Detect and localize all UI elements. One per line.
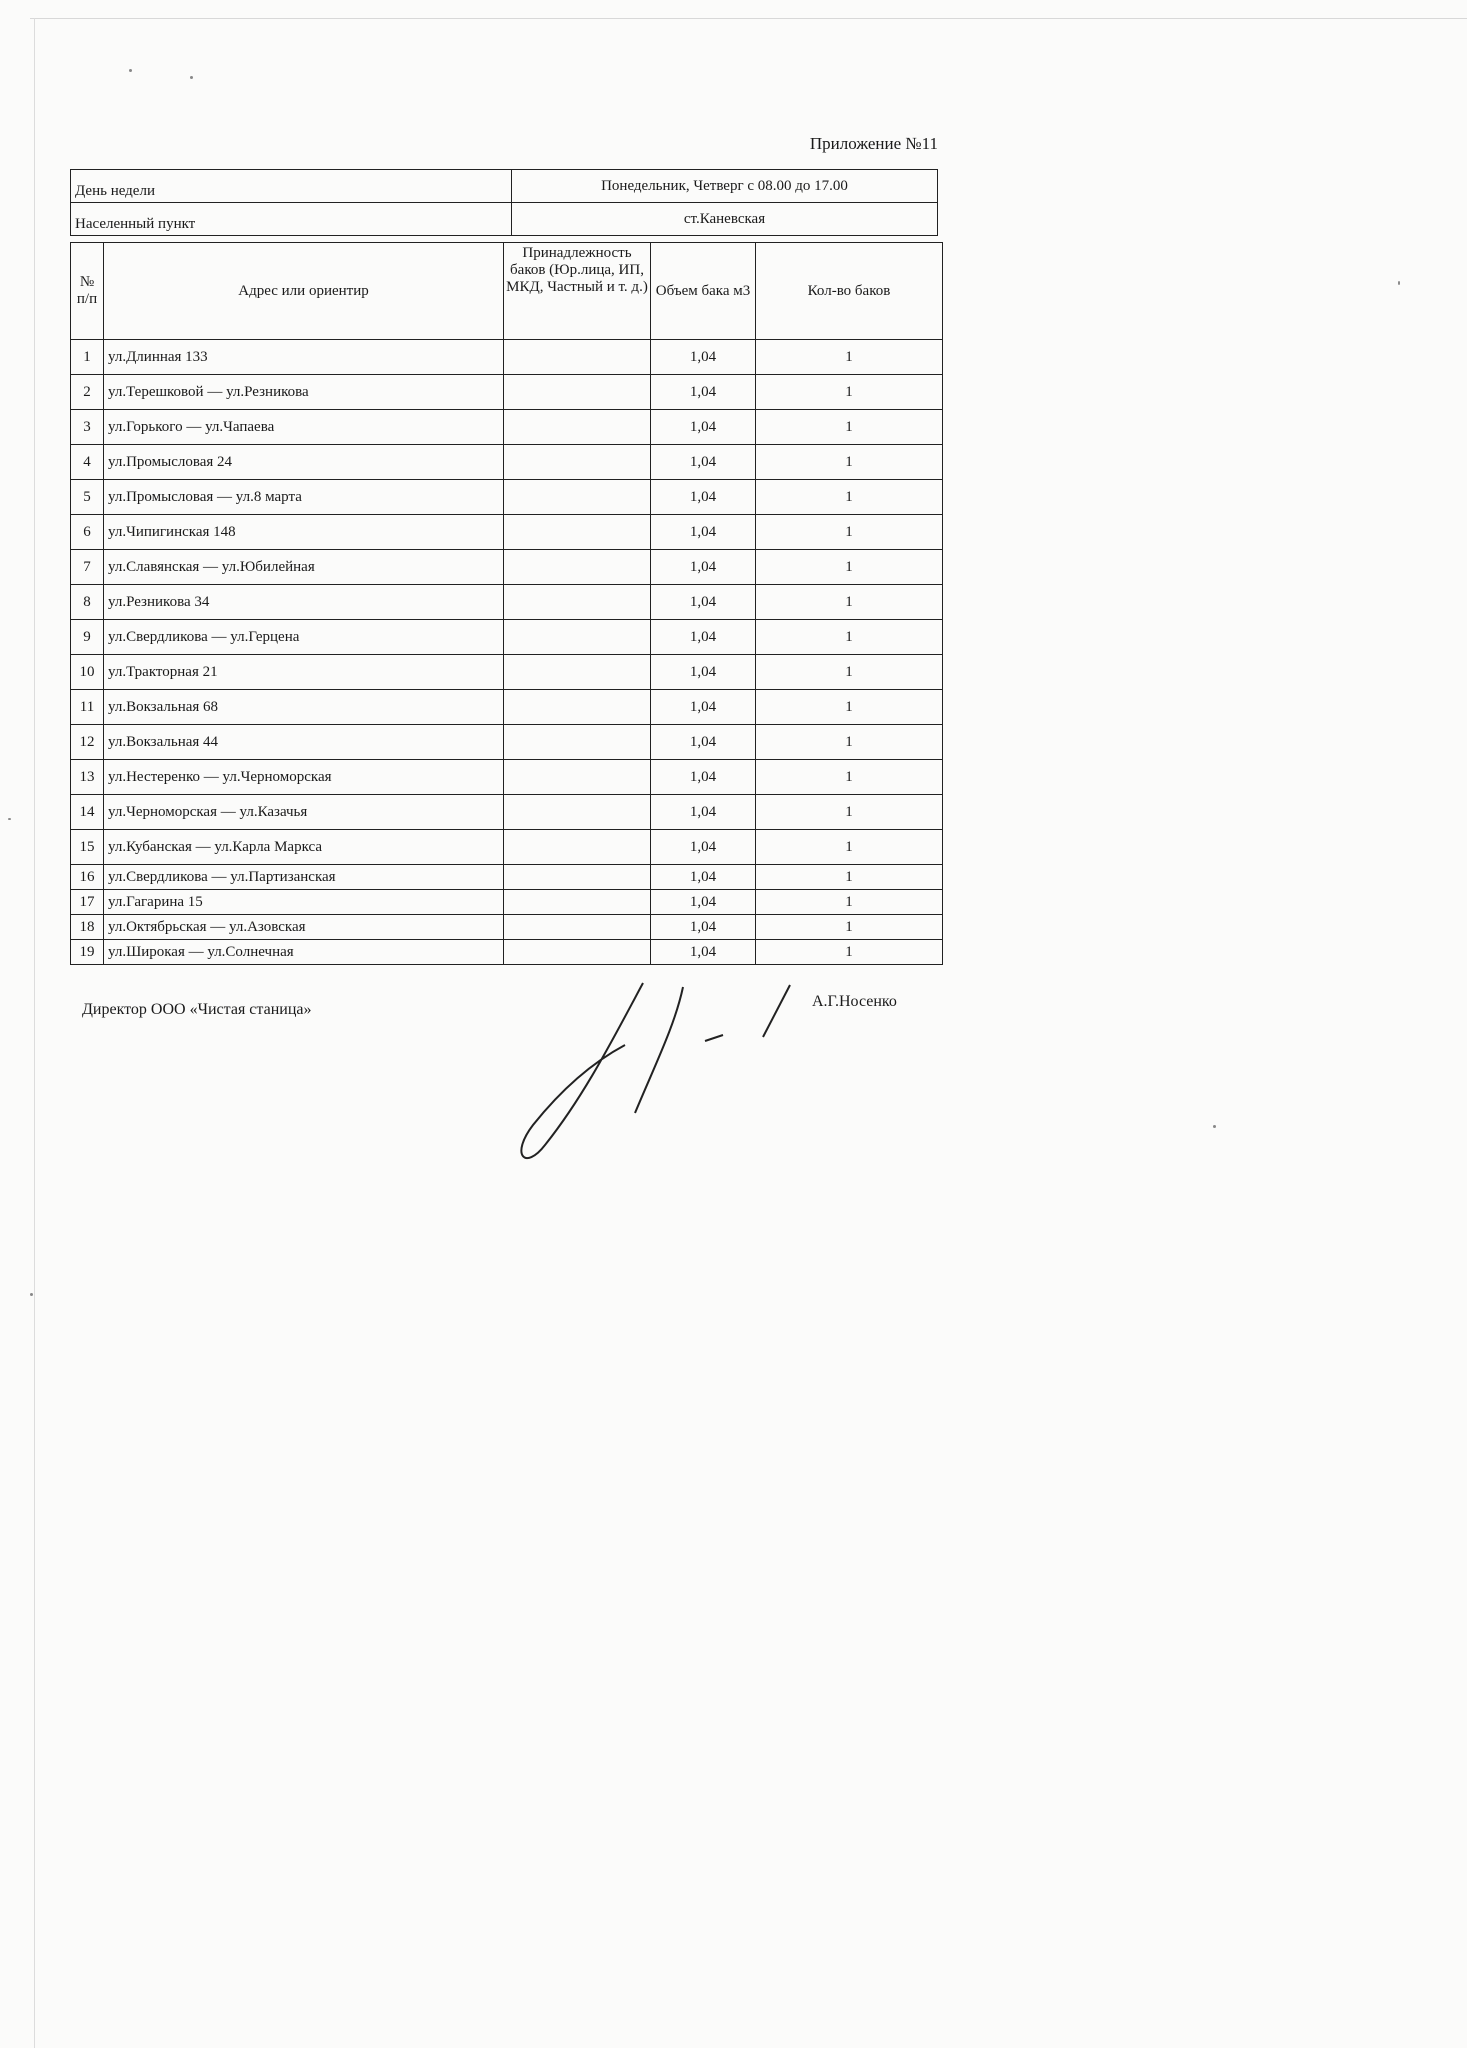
row-volume: 1,04 bbox=[651, 795, 756, 830]
row-address: ул.Длинная 133 bbox=[104, 340, 504, 375]
row-volume: 1,04 bbox=[651, 690, 756, 725]
table-row bbox=[71, 375, 943, 410]
row-owner bbox=[504, 585, 651, 620]
row-count: 1 bbox=[756, 795, 943, 830]
row-number: 5 bbox=[71, 480, 104, 515]
schedule-header-table bbox=[70, 169, 938, 236]
col-owner-header bbox=[504, 243, 651, 340]
row-count: 1 bbox=[756, 865, 943, 890]
scan-speck bbox=[30, 1293, 33, 1296]
row-owner bbox=[504, 515, 651, 550]
row-count: 1 bbox=[756, 890, 943, 915]
page-edge-left bbox=[34, 18, 35, 2048]
row-volume: 1,04 bbox=[651, 865, 756, 890]
row-count: 1 bbox=[756, 410, 943, 445]
row-owner bbox=[504, 760, 651, 795]
row-address: ул.Резникова 34 bbox=[104, 585, 504, 620]
col-volume-header bbox=[651, 243, 756, 340]
table-row bbox=[71, 410, 943, 445]
row-address: ул.Свердликова — ул.Герцена bbox=[104, 620, 504, 655]
row-address: ул.Вокзальная 68 bbox=[104, 690, 504, 725]
row-count: 1 bbox=[756, 915, 943, 940]
col-num-label: № п/п bbox=[76, 274, 98, 307]
row-number: 9 bbox=[71, 620, 104, 655]
row-owner bbox=[504, 915, 651, 940]
scan-speck bbox=[1398, 281, 1400, 285]
table-row bbox=[71, 550, 943, 585]
row-number: 11 bbox=[71, 690, 104, 725]
row-number: 8 bbox=[71, 585, 104, 620]
row-number: 14 bbox=[71, 795, 104, 830]
table-row bbox=[71, 830, 943, 865]
row-volume: 1,04 bbox=[651, 915, 756, 940]
director-title: Директор ООО «Чистая станица» bbox=[82, 1001, 312, 1018]
table-row bbox=[71, 725, 943, 760]
row-volume: 1,04 bbox=[651, 585, 756, 620]
col-count-header bbox=[756, 243, 943, 340]
row-number: 12 bbox=[71, 725, 104, 760]
row-owner bbox=[504, 865, 651, 890]
row-count: 1 bbox=[756, 480, 943, 515]
table-header-row bbox=[71, 243, 943, 340]
row-count: 1 bbox=[756, 830, 943, 865]
row-address: ул.Широкая — ул.Солнечная bbox=[104, 940, 504, 965]
table-row bbox=[71, 655, 943, 690]
row-owner bbox=[504, 375, 651, 410]
row-address: ул.Кубанская — ул.Карла Маркса bbox=[104, 830, 504, 865]
row-owner bbox=[504, 940, 651, 965]
col-address-label: Адрес или ориентир bbox=[238, 282, 369, 299]
row-volume: 1,04 bbox=[651, 890, 756, 915]
row-address: ул.Тракторная 21 bbox=[104, 655, 504, 690]
row-owner bbox=[504, 690, 651, 725]
row-volume: 1,04 bbox=[651, 620, 756, 655]
row-number: 19 bbox=[71, 940, 104, 965]
row-owner bbox=[504, 830, 651, 865]
appendix-title: Приложение №11 bbox=[809, 134, 938, 153]
table-row bbox=[71, 620, 943, 655]
row-number: 2 bbox=[71, 375, 104, 410]
scan-speck bbox=[129, 69, 132, 72]
row-owner bbox=[504, 480, 651, 515]
row-number: 18 bbox=[71, 915, 104, 940]
row-address: ул.Промысловая — ул.8 марта bbox=[104, 480, 504, 515]
row-count: 1 bbox=[756, 725, 943, 760]
scan-speck bbox=[8, 818, 11, 820]
row-owner bbox=[504, 725, 651, 760]
col-address-header bbox=[104, 243, 504, 340]
row-address: ул.Вокзальная 44 bbox=[104, 725, 504, 760]
row-address: ул.Октябрьская — ул.Азовская bbox=[104, 915, 504, 940]
table-row bbox=[71, 690, 943, 725]
table-row bbox=[71, 795, 943, 830]
table-row bbox=[71, 340, 943, 375]
row-number: 10 bbox=[71, 655, 104, 690]
row-address: ул.Терешковой — ул.Резникова bbox=[104, 375, 504, 410]
row-volume: 1,04 bbox=[651, 940, 756, 965]
row-address: ул.Нестеренко — ул.Черноморская bbox=[104, 760, 504, 795]
row-number: 16 bbox=[71, 865, 104, 890]
day-value: Понедельник, Четверг с 08.00 до 17.00 bbox=[512, 170, 938, 203]
row-owner bbox=[504, 340, 651, 375]
row-volume: 1,04 bbox=[651, 410, 756, 445]
row-number: 7 bbox=[71, 550, 104, 585]
row-count: 1 bbox=[756, 515, 943, 550]
table-row bbox=[71, 445, 943, 480]
handwritten-signature bbox=[505, 975, 835, 1175]
row-count: 1 bbox=[756, 760, 943, 795]
row-address: ул.Славянская — ул.Юбилейная bbox=[104, 550, 504, 585]
row-address: ул.Промысловая 24 bbox=[104, 445, 504, 480]
row-count: 1 bbox=[756, 585, 943, 620]
table-row bbox=[71, 890, 943, 915]
row-volume: 1,04 bbox=[651, 375, 756, 410]
table-row bbox=[71, 480, 943, 515]
row-owner bbox=[504, 620, 651, 655]
signature-stroke-mid bbox=[635, 987, 683, 1113]
table-row bbox=[71, 915, 943, 940]
row-volume: 1,04 bbox=[651, 515, 756, 550]
table-row bbox=[71, 760, 943, 795]
row-owner bbox=[504, 655, 651, 690]
row-number: 6 bbox=[71, 515, 104, 550]
row-count: 1 bbox=[756, 940, 943, 965]
bins-table bbox=[70, 242, 943, 965]
settlement-label: Населенный пункт bbox=[71, 203, 512, 236]
row-owner bbox=[504, 890, 651, 915]
scan-speck bbox=[190, 76, 193, 79]
row-count: 1 bbox=[756, 655, 943, 690]
col-owner-label: Принадлежность баков (Юр.лица, ИП, МКД, Частный и т. д.) bbox=[506, 245, 648, 295]
page-edge-top bbox=[30, 18, 1467, 19]
col-num-header bbox=[71, 243, 104, 340]
table-body bbox=[71, 340, 943, 965]
row-volume: 1,04 bbox=[651, 725, 756, 760]
row-count: 1 bbox=[756, 620, 943, 655]
director-name: А.Г.Носенко bbox=[812, 993, 897, 1010]
row-volume: 1,04 bbox=[651, 550, 756, 585]
row-owner bbox=[504, 445, 651, 480]
row-number: 17 bbox=[71, 890, 104, 915]
row-address: ул.Горького — ул.Чапаева bbox=[104, 410, 504, 445]
scan-speck bbox=[1213, 1125, 1216, 1128]
row-count: 1 bbox=[756, 340, 943, 375]
row-number: 15 bbox=[71, 830, 104, 865]
table-row bbox=[71, 865, 943, 890]
row-volume: 1,04 bbox=[651, 830, 756, 865]
row-address: ул.Гагарина 15 bbox=[104, 890, 504, 915]
row-address: ул.Чипигинская 148 bbox=[104, 515, 504, 550]
table-row bbox=[71, 515, 943, 550]
row-address: ул.Свердликова — ул.Партизанская bbox=[104, 865, 504, 890]
row-number: 4 bbox=[71, 445, 104, 480]
row-owner bbox=[504, 410, 651, 445]
col-count-label: Кол-во баков bbox=[807, 282, 891, 299]
settlement-value: ст.Каневская bbox=[512, 203, 938, 236]
table-row bbox=[71, 940, 943, 965]
signature-stroke-dash bbox=[705, 1035, 723, 1041]
row-volume: 1,04 bbox=[651, 340, 756, 375]
row-count: 1 bbox=[756, 550, 943, 585]
row-count: 1 bbox=[756, 375, 943, 410]
row-volume: 1,04 bbox=[651, 445, 756, 480]
row-owner bbox=[504, 795, 651, 830]
signature-stroke-loop bbox=[521, 983, 643, 1158]
row-count: 1 bbox=[756, 690, 943, 725]
row-count: 1 bbox=[756, 445, 943, 480]
row-number: 3 bbox=[71, 410, 104, 445]
day-label: День недели bbox=[71, 170, 512, 203]
row-number: 1 bbox=[71, 340, 104, 375]
row-address: ул.Черноморская — ул.Казачья bbox=[104, 795, 504, 830]
settlement-row bbox=[71, 203, 938, 236]
row-volume: 1,04 bbox=[651, 760, 756, 795]
row-number: 13 bbox=[71, 760, 104, 795]
row-volume: 1,04 bbox=[651, 480, 756, 515]
day-row bbox=[71, 170, 938, 203]
col-volume-label: Объем бака м3 bbox=[655, 282, 751, 299]
row-volume: 1,04 bbox=[651, 655, 756, 690]
table-row bbox=[71, 585, 943, 620]
signature-stroke-tail bbox=[763, 985, 790, 1037]
row-owner bbox=[504, 550, 651, 585]
